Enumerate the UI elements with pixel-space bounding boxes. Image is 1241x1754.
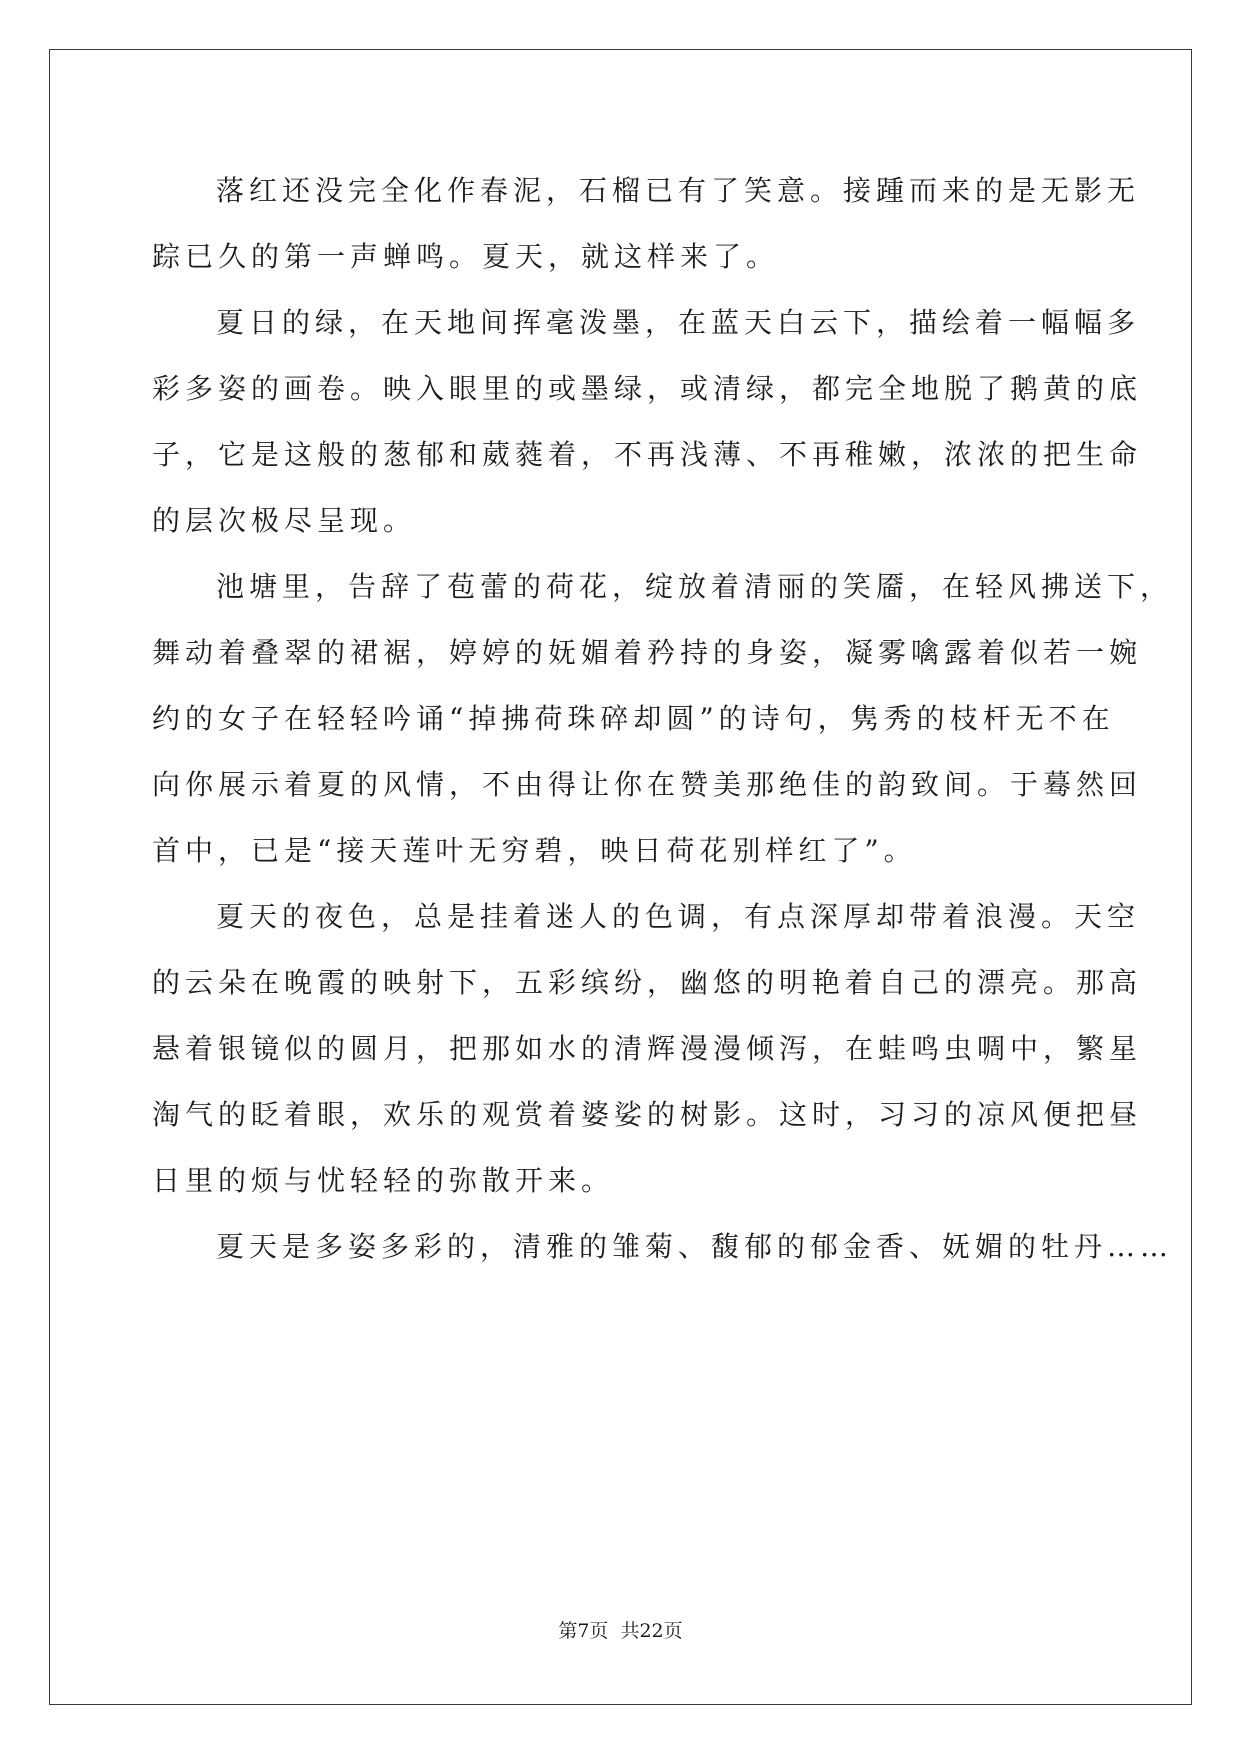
text-line: 子，它是这般的葱郁和葳蕤着，不再浅薄、不再稚嫩，浓浓的把生命	[152, 438, 1143, 471]
paragraph-2	[152, 290, 1143, 554]
paragraph-3	[152, 554, 1174, 884]
text-line: 的云朵在晚霞的映射下，五彩缤纷，幽悠的明艳着自己的漂亮。那高	[152, 966, 1143, 999]
text-line: 向你展示着夏的风情，不由得让你在赞美那绝佳的韵致间。于蓦然回	[152, 768, 1143, 801]
text-line: 约的女子在轻轻吟诵“掉拂荷珠碎却圆”的诗句，隽秀的枝杆无不在	[152, 702, 1115, 735]
text-line: 日里的烦与忧轻轻的弥散开来。	[152, 1164, 615, 1197]
text-line: 淘气的眨着眼，欢乐的观赏着婆娑的树影。这时，习习的凉风便把昼	[152, 1098, 1143, 1131]
page-number: 第7页	[558, 1620, 609, 1642]
text-line: 夏天的夜色，总是挂着迷人的色调，有点深厚却带着浪漫。天空	[216, 900, 1141, 933]
text-line: 夏日的绿，在天地间挥毫泼墨，在蓝天白云下，描绘着一幅幅多	[216, 306, 1141, 339]
text-line: 落红还没完全化作春泥，石榴已有了笑意。接踵而来的是无影无	[216, 174, 1141, 207]
text-line: 踪已久的第一声蝉鸣。夏天，就这样来了。	[152, 240, 780, 273]
paragraph-1	[152, 158, 1141, 290]
page-total: 共22页	[620, 1620, 683, 1642]
text-line: 悬着银镜似的圆月，把那如水的清辉漫漫倾泻，在蛙鸣虫啁中，繁星	[152, 1032, 1143, 1065]
text-line: 首中，已是“接天莲叶无穷碧，映日荷花别样红了”。	[152, 834, 917, 867]
document-body	[152, 158, 1174, 1280]
paragraph-5	[152, 1214, 1174, 1280]
text-line: 舞动着叠翠的裙裾，婷婷的妩媚着矜持的身姿，凝雾噙露着似若一婉	[152, 636, 1143, 669]
text-line: 夏天是多姿多彩的，清雅的雏菊、馥郁的郁金香、妩媚的牡丹……	[216, 1230, 1174, 1263]
page-footer	[0, 1616, 1241, 1643]
paragraph-4	[152, 884, 1143, 1214]
text-line: 彩多姿的画卷。映入眼里的或墨绿，或清绿，都完全地脱了鹅黄的底	[152, 372, 1143, 405]
text-line: 池塘里，告辞了苞蕾的荷花，绽放着清丽的笑靥，在轻风拂送下，	[216, 570, 1174, 603]
text-line: 的层次极尽呈现。	[152, 504, 417, 537]
